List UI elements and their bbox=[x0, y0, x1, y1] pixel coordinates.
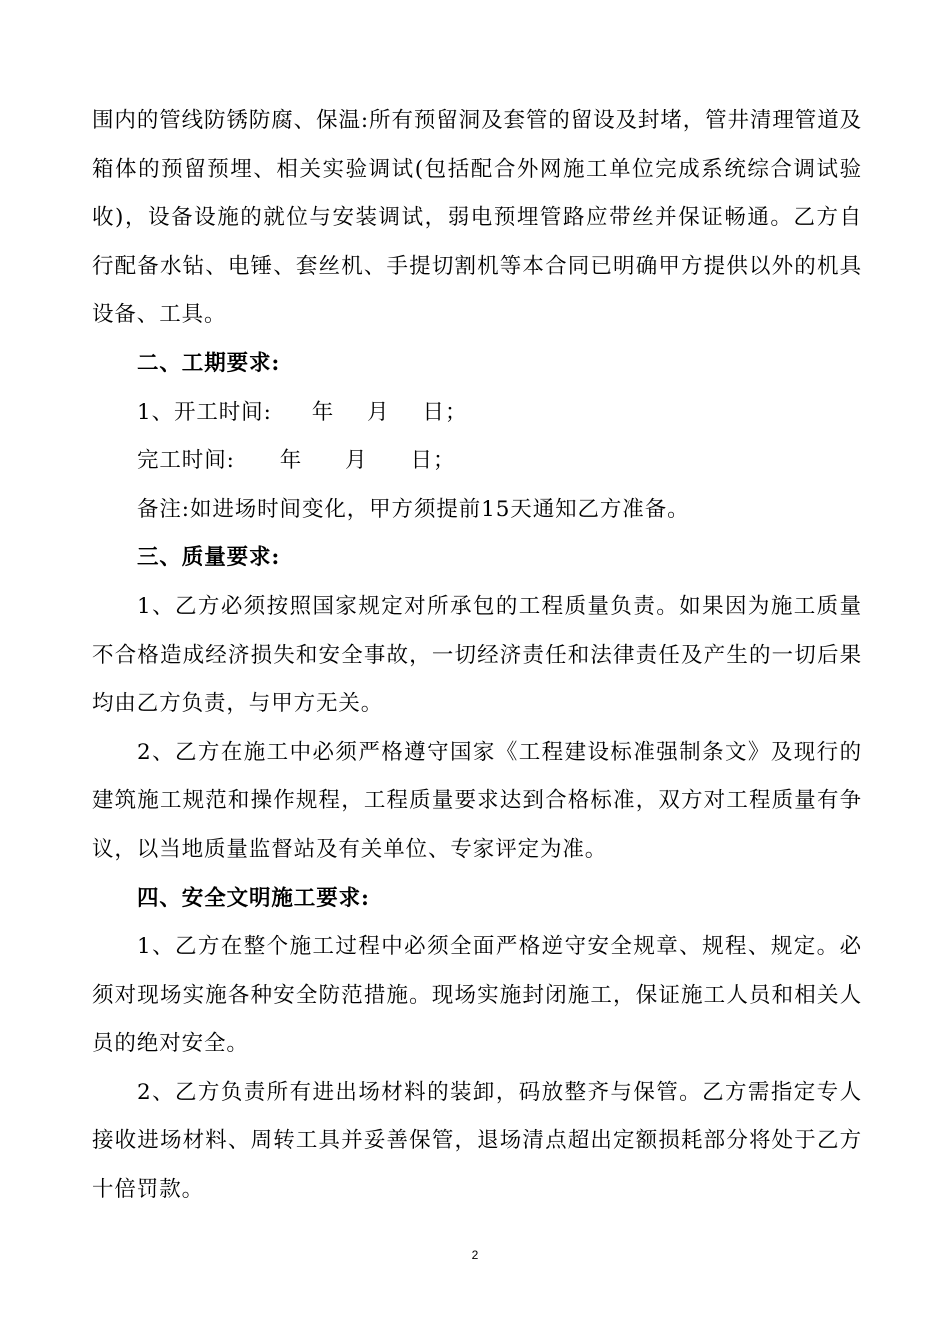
paragraph-quality-1: 1、乙方必须按照国家规定对所承包的工程质量负责。如果因为施工质量不合格造成经济损失和安全事故，一切经济责任和法律责任及产生的一切后果均由乙方负责，与甲方无关。 bbox=[92, 593, 862, 717]
document-body bbox=[92, 97, 862, 1215]
page-number: 2 bbox=[471, 1248, 479, 1262]
paragraph-scope-continued: 围内的管线防锈防腐、保温:所有预留洞及套管的留设及封堵，管井清理管道及箱体的预留预埋、相关实验调试(包括配合外网施工单位完成系统综合调试验收)，设备设施的就位与安装调试，弱电预埋管路应带丝并保证畅通。乙方自行配备水钻、电锤、套丝机、手提切割机等本合同已明确甲方提供以外的机具设备、工具。 bbox=[92, 108, 862, 328]
paragraph-quality-2: 2、乙方在施工中必须严格遵守国家《工程建设标准强制条文》及现行的建筑施工规范和操作规程，工程质量要求达到合格标准，双方对工程质量有争议，以当地质量监督站及有关单位、专家评定为准。 bbox=[92, 739, 862, 862]
schedule-start-label: 1、开工时间: bbox=[137, 399, 272, 425]
heading-schedule: 二、工期要求: bbox=[137, 350, 281, 376]
heading-safety: 四、安全文明施工要求: bbox=[137, 885, 370, 911]
heading-quality: 三、质量要求: bbox=[137, 545, 281, 571]
schedule-end-month: 月 bbox=[345, 448, 368, 474]
schedule-end-year: 年 bbox=[279, 448, 303, 474]
schedule-end-day: 日； bbox=[410, 448, 456, 474]
paragraph-safety-1: 1、乙方在整个施工过程中必须全面严格逆守安全规章、规程、规定。必须对现场实施各种安全防范措施。现场实施封闭施工，保证施工人员和相关人员的绝对安全。 bbox=[92, 934, 862, 1057]
schedule-end-label: 完工时间: bbox=[137, 448, 235, 474]
schedule-start-day: 日； bbox=[422, 399, 468, 425]
schedule-start-year: 年 bbox=[311, 399, 335, 425]
schedule-start-month: 月 bbox=[367, 399, 390, 425]
paragraph-safety-2: 2、乙方负责所有进出场材料的装卸，码放整齐与保管。乙方需指定专人接收进场材料、周转工具并妥善保管，退场清点超出定额损耗部分将处于乙方十倍罚款。 bbox=[92, 1079, 862, 1203]
schedule-start-line bbox=[92, 389, 862, 438]
schedule-note: 备注:如进场时间变化，甲方须提前15天通知乙方准备。 bbox=[137, 496, 690, 522]
schedule-end-line bbox=[92, 437, 862, 486]
